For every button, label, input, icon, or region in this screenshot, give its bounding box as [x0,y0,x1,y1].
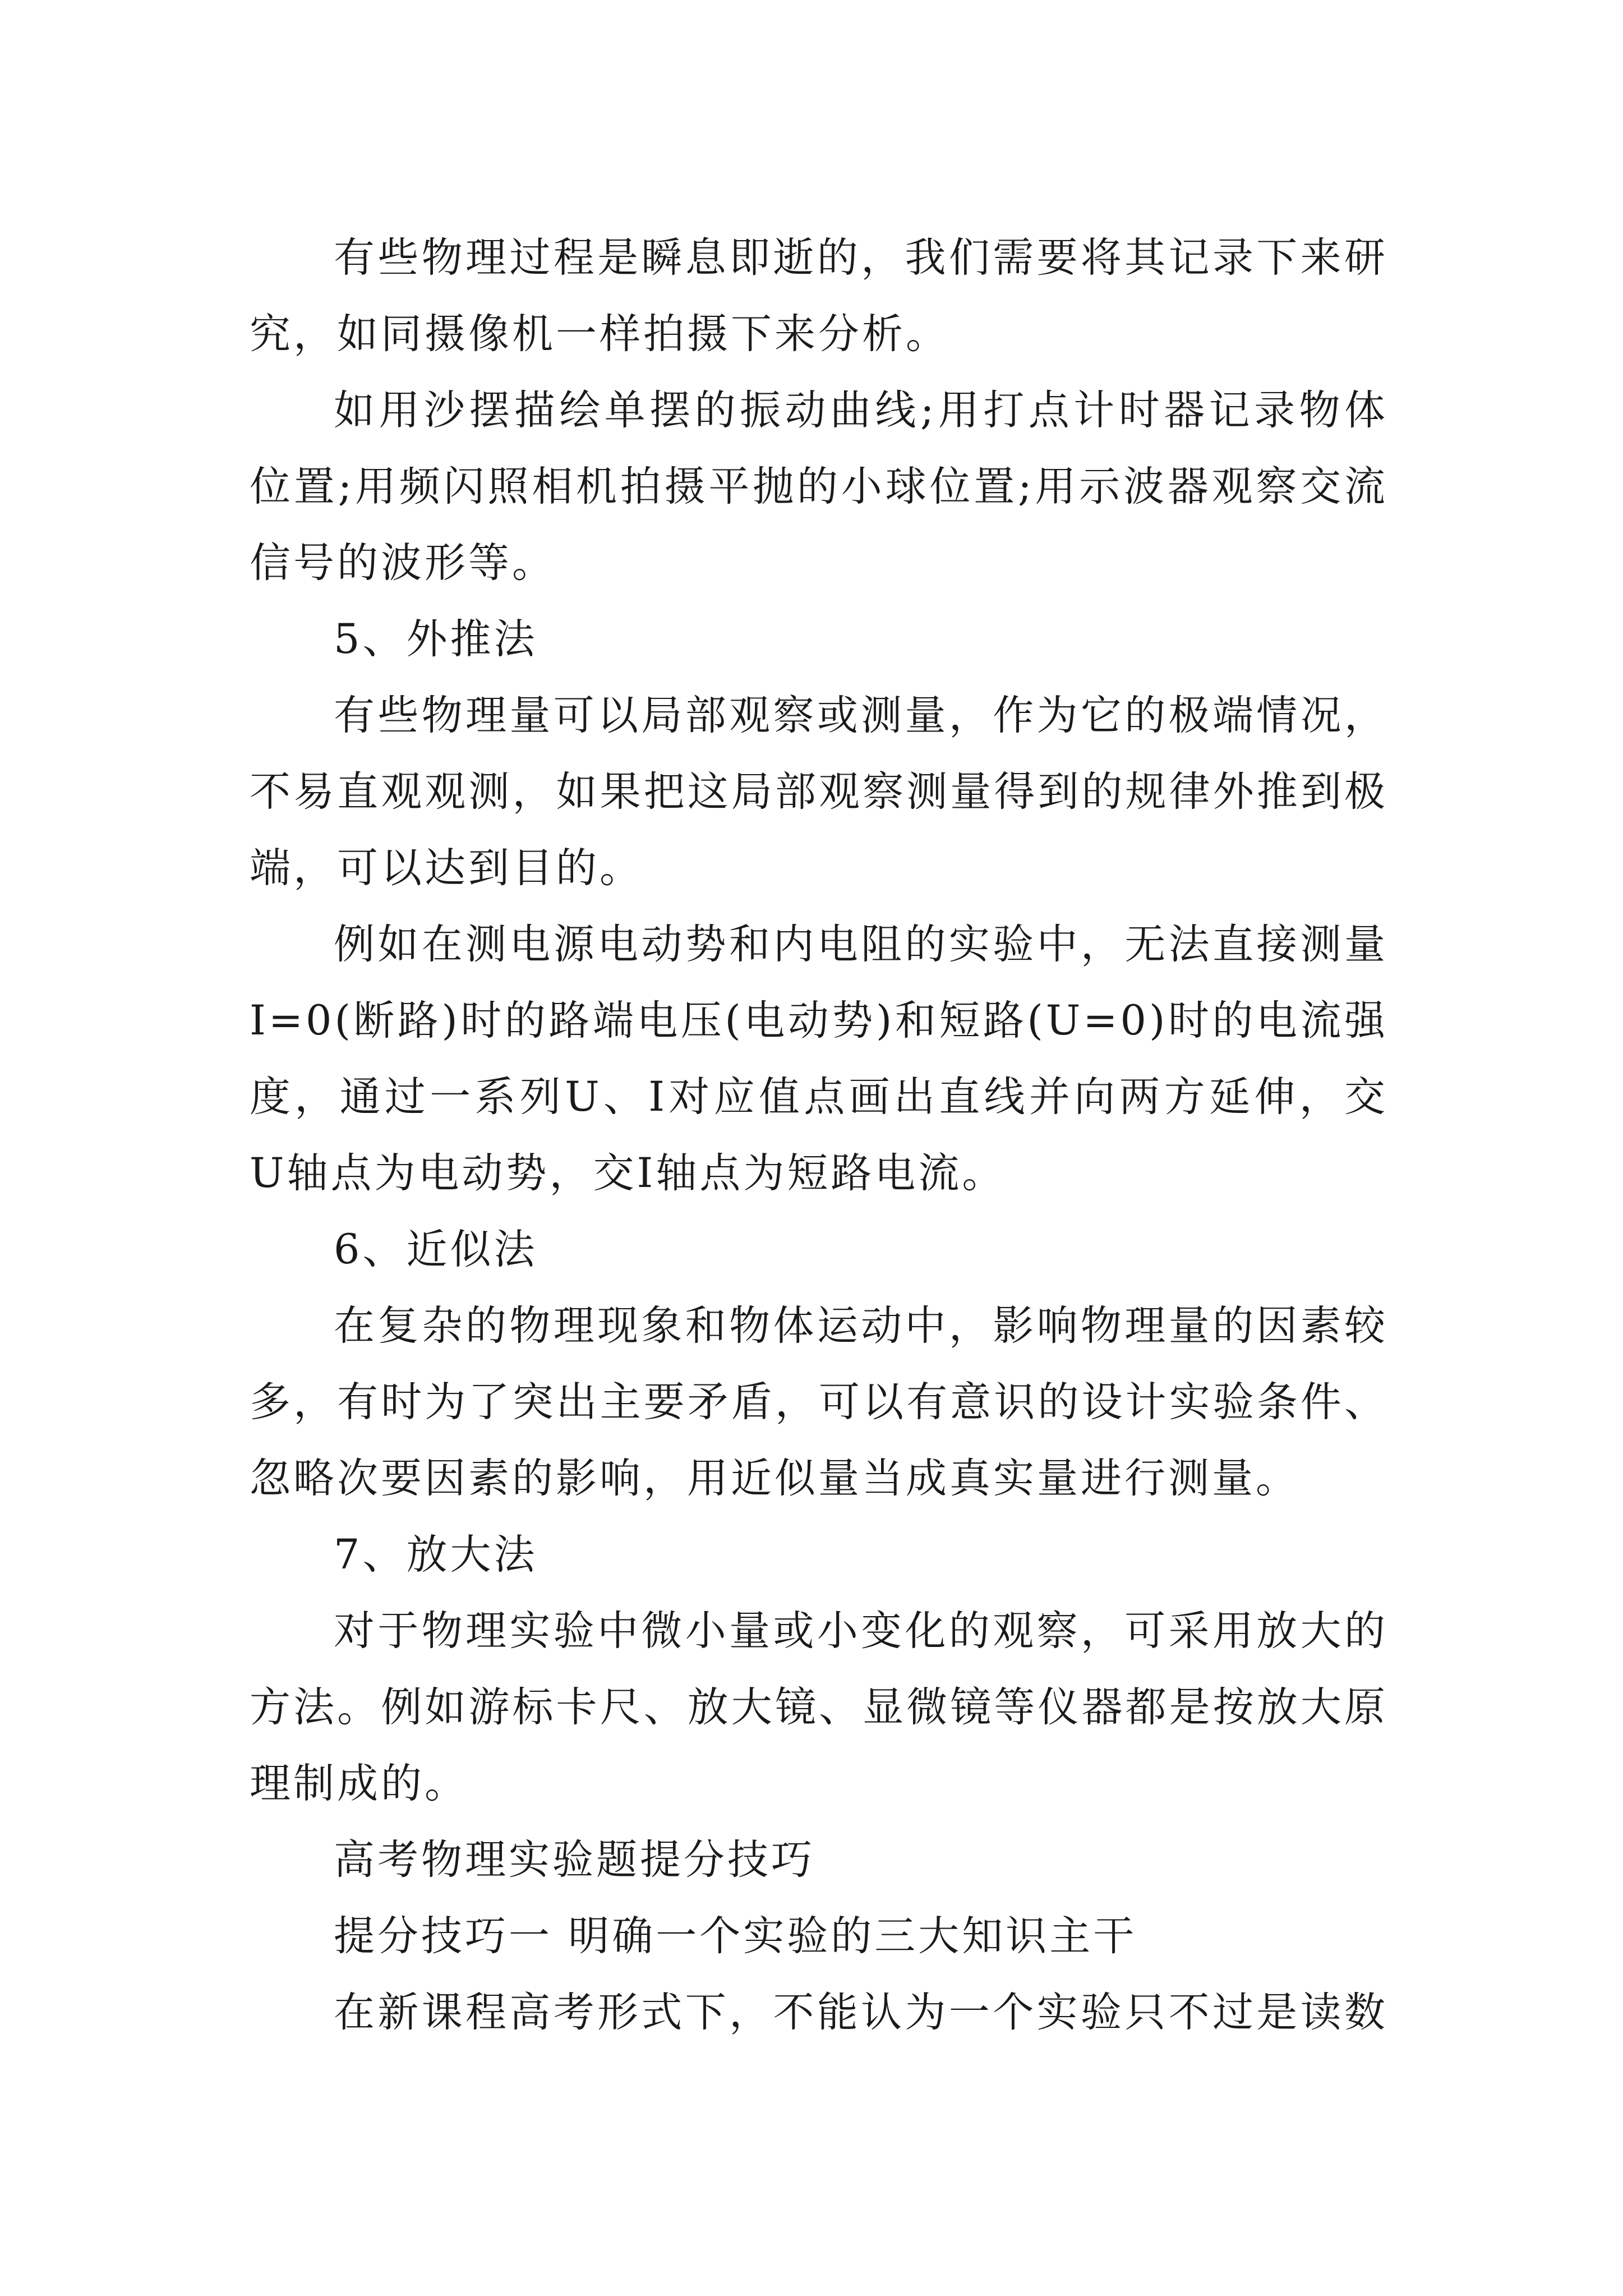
heading-score-tips: 高考物理实验题提分技巧 [334,1836,815,1884]
heading-approximation-method: 6、近似法 [334,1226,538,1273]
paragraph-record-examples: 如用沙摆描绘单摆的振动曲线;用打点计时器记录物体位置;用频闪照相机拍摄平抛的小球位置;用示波器观察交流信号的波形等。 [250,386,1388,587]
paragraph-record-process: 有些物理过程是瞬息即逝的，我们需要将其记录下来研究，如同摄像机一样拍摄下来分析。 [250,234,1388,358]
heading-amplification-method: 7、放大法 [334,1531,538,1579]
paragraph-extrapolation-example: 例如在测电源电动势和内电阻的实验中，无法直接测量I=0(断路)时的路端电压(电动势)和短路(U=0)时的电流强度，通过一系列U、I对应值点画出直线并向两方延伸，交U轴点为电动势，交I轴点为短路电流。 [250,921,1388,1197]
heading-extrapolation-method: 5、外推法 [334,615,538,663]
paragraph-amplification: 对于物理实验中微小量或小变化的观察，可采用放大的方法。例如游标卡尺、放大镜、显微镜等仪器都是按放大原理制成的。 [250,1607,1388,1807]
heading-tip-one: 提分技巧一 明确一个实验的三大知识主干 [334,1912,1137,1960]
paragraph-tip-one: 在新课程高考形式下，不能认为一个实验只不过是读数 [334,1989,1388,2036]
paragraph-approximation: 在复杂的物理现象和物体运动中，影响物理量的因素较多，有时为了突出主要矛盾，可以有意识的设计实验条件、忽略次要因素的影响，用近似量当成真实量进行测量。 [250,1302,1388,1502]
paragraph-extrapolation: 有些物理量可以局部观察或测量，作为它的极端情况，不易直观观测，如果把这局部观察测量得到的规律外推到极端，可以达到目的。 [250,692,1388,892]
document-body [250,220,1388,2051]
